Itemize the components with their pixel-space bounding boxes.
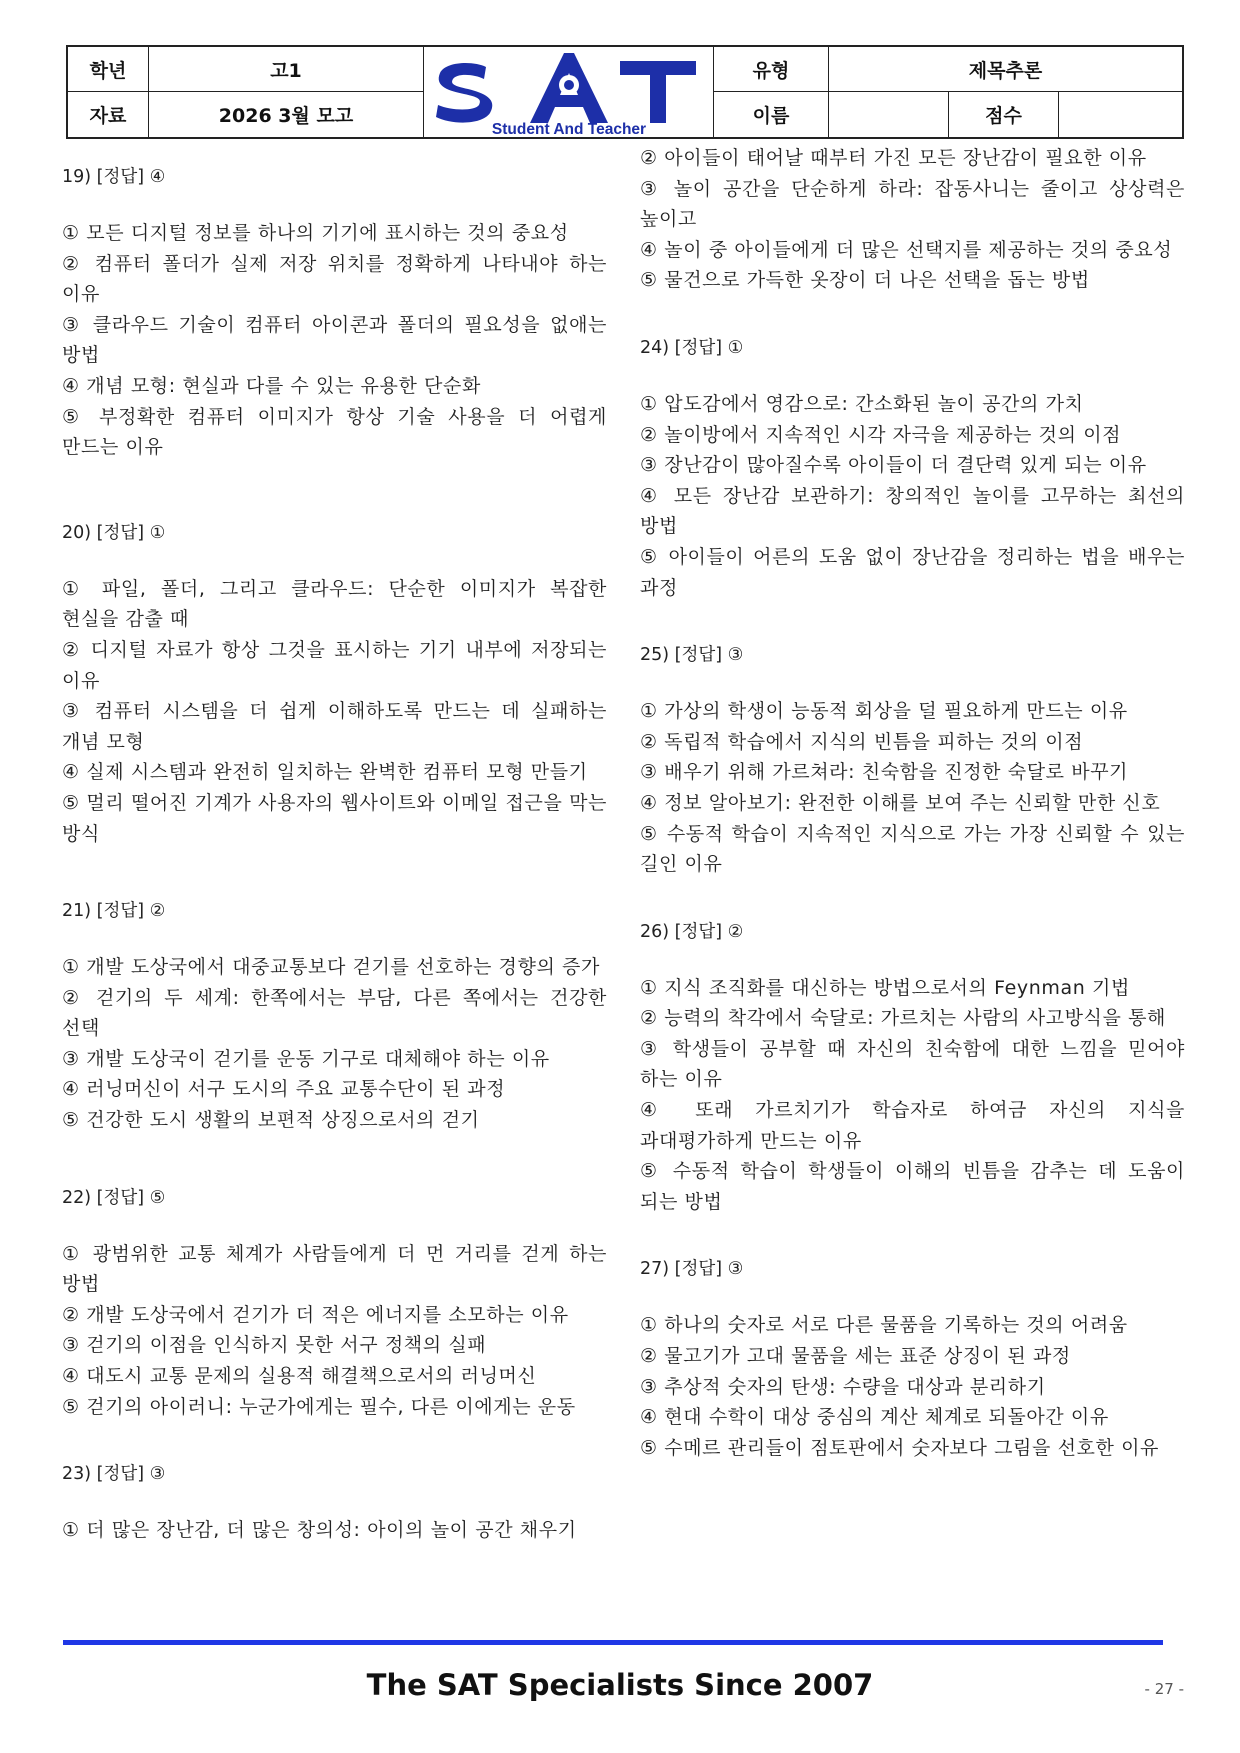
name-field: [829, 92, 949, 137]
answer-option: ③ 장난감이 많아질수록 아이들이 더 결단력 있게 되는 이유: [640, 454, 1147, 477]
answer-option: ① 하나의 숫자로 서로 다른 물품을 기록하는 것의 어려움: [640, 1314, 1128, 1337]
answer-option: ③ 걷기의 이점을 인식하지 못한 서구 정책의 실패: [62, 1334, 487, 1357]
answer-option: ③ 개발 도상국이 걷기를 운동 기구로 대체해야 하는 이유: [62, 1047, 550, 1070]
answer-block-22: [62, 1184, 607, 1423]
answer-option: ⑤ 걷기의 아이러니: 누군가에게는 필수, 다른 이에게는 운동: [62, 1395, 576, 1418]
answer-option: ⑤ 수동적 학습이 학생들이 이해의 빈틈을 감추는 데 도움이 되는 방법: [640, 1160, 1185, 1213]
answer-option: ⑤ 수동적 학습이 지속적인 지식으로 가는 가장 신뢰할 수 있는 길인 이유: [640, 822, 1185, 876]
answer-block-21: [62, 897, 607, 1136]
answer-option: ⑤ 멀리 떨어진 기계가 사용자의 웹사이트와 이메일 접근을 막는 방식: [62, 791, 607, 845]
answer-option: ④ 또래 가르치기가 학습자로 하여금 자신의 지식을 과대평가하게 만드는 이유: [640, 1099, 1185, 1152]
answer-option: ① 파일, 폴더, 그리고 클라우드: 단순한 이미지가 복잡한 현실을 감출 때: [62, 577, 607, 631]
answer-option: ① 개발 도상국에서 대중교통보다 걷기를 선호하는 경향의 증가: [62, 956, 600, 979]
answer-head: 24) [정답] ①: [640, 337, 744, 358]
answer-option: ⑤ 수메르 관리들이 점토판에서 숫자보다 그림을 선호한 이유: [640, 1436, 1160, 1459]
answer-head: 27) [정답] ③: [640, 1259, 744, 1280]
answer-option: ② 독립적 학습에서 지식의 빈틈을 피하는 것의 이점: [640, 730, 1084, 753]
header-table: [66, 45, 1184, 139]
score-field: [1059, 92, 1182, 137]
answer-option: ④ 대도시 교통 문제의 실용적 해결책으로서의 러닝머신: [62, 1365, 537, 1388]
answer-option: ③ 추상적 숫자의 탄생: 수량을 대상과 분리하기: [640, 1375, 1046, 1398]
answer-block-26: [640, 918, 1185, 1218]
answer-option: ④ 모든 장난감 보관하기: 창의적인 놀이를 고무하는 최선의 방법: [640, 484, 1185, 538]
source-value: 2026 3월 모고: [149, 92, 424, 137]
answer-block-20: [62, 519, 607, 849]
answer-option: ③ 클라우드 기술이 컴퓨터 아이콘과 폴더의 필요성을 없애는 방법: [62, 313, 607, 367]
footer-slogan: The SAT Specialists Since 2007: [366, 1668, 874, 1702]
sat-logo: [424, 47, 714, 137]
answer-block-25: [640, 641, 1185, 880]
answer-option: ① 모든 디지털 정보를 하나의 기기에 표시하는 것의 중요성: [62, 222, 569, 244]
answer-option: ④ 실제 시스템과 완전히 일치하는 완벽한 컴퓨터 모형 만들기: [62, 761, 588, 784]
answer-head: 20) [정답] ①: [62, 522, 166, 543]
answer-option: ③ 배우기 위해 가르쳐라: 친숙함을 진정한 숙달로 바꾸기: [640, 761, 1129, 784]
type-label: 유형: [714, 47, 829, 92]
page-number: - 27 -: [1144, 1680, 1184, 1698]
answer-option: ① 더 많은 장난감, 더 많은 창의성: 아이의 놀이 공간 채우기: [62, 1519, 577, 1542]
answer-option: ④ 러닝머신이 서구 도시의 주요 교통수단이 된 과정: [62, 1078, 506, 1101]
answer-block-24: [640, 334, 1185, 603]
footer-divider: [63, 1640, 1163, 1645]
answer-block-23-continued: [640, 143, 1185, 296]
answer-option: ② 디지털 자료가 항상 그것을 표시하는 기기 내부에 저장되는 이유: [62, 638, 607, 692]
answer-option: ② 물고기가 고대 물품을 세는 표준 상징이 된 과정: [640, 1345, 1071, 1368]
answer-head: 25) [정답] ③: [640, 645, 744, 666]
answer-option: ④ 개념 모형: 현실과 다를 수 있는 유용한 단순화: [62, 374, 481, 397]
answer-option: ③ 학생들이 공부할 때 자신의 친숙함에 대한 느낌을 믿어야 하는 이유: [640, 1037, 1185, 1091]
grade-value: 고1: [149, 47, 424, 92]
answer-option: ⑤ 아이들이 어른의 도움 없이 장난감을 정리하는 법을 배우는 과정: [640, 545, 1185, 599]
answer-option: ⑤ 건강한 도시 생활의 보편적 상징으로서의 걷기: [62, 1109, 480, 1132]
name-label: 이름: [714, 92, 829, 137]
answer-option: ② 능력의 착각에서 숙달로: 가르치는 사람의 사고방식을 통해: [640, 1007, 1167, 1030]
left-column: [62, 143, 607, 1584]
score-label: 점수: [949, 92, 1059, 137]
answer-option: ⑤ 부정확한 컴퓨터 이미지가 항상 기술 사용을 더 어렵게 만드는 이유: [62, 405, 607, 459]
answer-head: 21) [정답] ②: [62, 901, 166, 922]
source-label: 자료: [68, 92, 149, 137]
answer-option: ② 컴퓨터 폴더가 실제 저장 위치를 정확하게 나타내야 하는 이유: [62, 252, 607, 306]
answer-option: ④ 현대 수학이 대상 중심의 계산 체계로 되돌아간 이유: [640, 1406, 1109, 1429]
sat-logo-graphic: [424, 47, 714, 137]
type-value: 제목추론: [829, 47, 1182, 92]
answer-option: ③ 컴퓨터 시스템을 더 쉽게 이해하도록 만드는 데 실패하는 개념 모형: [62, 700, 607, 753]
answer-option: ④ 정보 알아보기: 완전한 이해를 보여 주는 신뢰할 만한 신호: [640, 791, 1161, 814]
answer-option: ② 놀이방에서 지속적인 시각 자극을 제공하는 것의 이점: [640, 423, 1122, 446]
answer-option: ① 압도감에서 영감으로: 간소화된 놀이 공간의 가치: [640, 392, 1084, 415]
answer-option: ② 아이들이 태어날 때부터 가진 모든 장난감이 필요한 이유: [640, 147, 1147, 169]
answer-block-27: [640, 1255, 1185, 1463]
answer-head: 23) [정답] ③: [62, 1464, 166, 1485]
grade-label: 학년: [68, 47, 149, 92]
answer-option: ① 가상의 학생이 능동적 회상을 덜 필요하게 만드는 이유: [640, 700, 1128, 723]
answer-head: 22) [정답] ⑤: [62, 1187, 166, 1208]
answer-option: ① 지식 조직화를 대신하는 방법으로서의 Feynman 기법: [640, 976, 1130, 999]
answer-option: ① 광범위한 교통 체계가 사람들에게 더 먼 거리를 걷게 하는 방법: [62, 1242, 607, 1296]
right-column: [640, 143, 1185, 1501]
answer-option: ③ 놀이 공간을 단순하게 하라: 잡동사니는 줄이고 상상력은 높이고: [640, 177, 1185, 231]
answer-head: 26) [정답] ②: [640, 921, 744, 942]
sat-logo-subtitle: Student And Teacher: [491, 121, 647, 137]
answer-option: ② 개발 도상국에서 걷기가 더 적은 에너지를 소모하는 이유: [62, 1303, 569, 1326]
answer-option: ② 걷기의 두 세계: 한쪽에서는 부담, 다른 쪽에서는 건강한 선택: [62, 986, 607, 1040]
answer-option: ④ 놀이 중 아이들에게 더 많은 선택지를 제공하는 것의 중요성: [640, 238, 1173, 261]
answer-block-23: [62, 1460, 607, 1546]
answer-block-19: [62, 163, 607, 463]
answer-option: ⑤ 물건으로 가득한 옷장이 더 나은 선택을 돕는 방법: [640, 269, 1090, 292]
answer-head: 19) [정답] ④: [62, 167, 166, 187]
